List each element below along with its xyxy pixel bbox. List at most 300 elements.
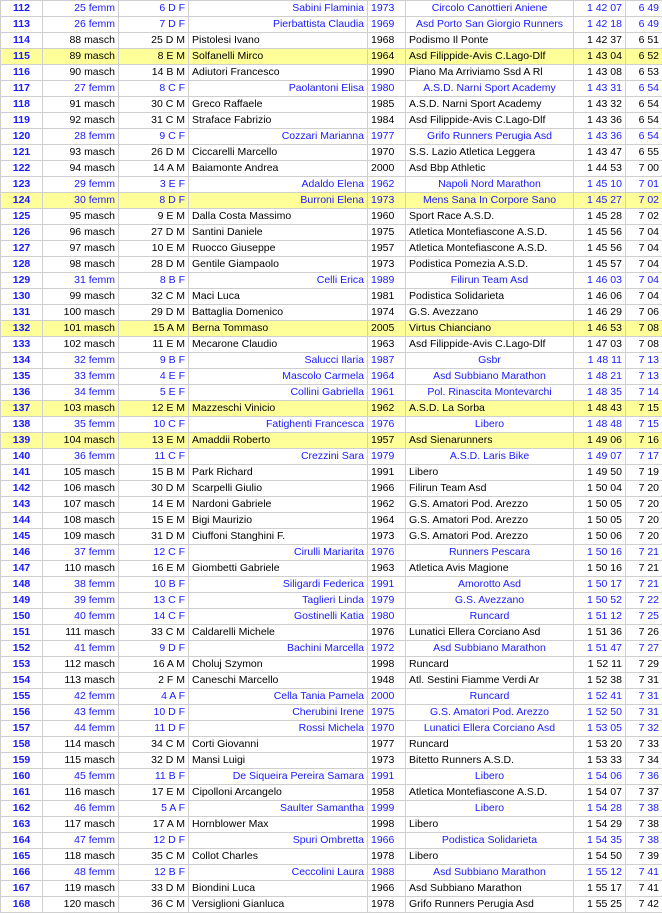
athlete-name-cell: Baiamonte Andrea xyxy=(189,161,368,177)
athlete-name-cell: Cella Tania Pamela xyxy=(189,689,368,705)
finish-time-cell: 1 51 12 xyxy=(574,609,626,625)
finish-time-cell: 1 43 36 xyxy=(574,113,626,129)
club-cell: A.S.D. La Sorba xyxy=(406,401,574,417)
finish-time-cell: 1 46 29 xyxy=(574,305,626,321)
table-row xyxy=(1,865,662,881)
birth-year-cell: 1964 xyxy=(368,513,406,529)
pace-cell: 7 22 xyxy=(626,593,662,609)
position-cell: 125 xyxy=(1,209,43,225)
table-row xyxy=(1,769,662,785)
athlete-name-cell: Bachini Marcella xyxy=(189,641,368,657)
gender-number-cell: 96 masch xyxy=(43,225,119,241)
club-cell: A.S.D. Narni Sport Academy xyxy=(406,97,574,113)
position-cell: 150 xyxy=(1,609,43,625)
category-cell: 8 D F xyxy=(119,193,189,209)
athlete-name-cell: Adiutori Francesco xyxy=(189,65,368,81)
birth-year-cell: 1981 xyxy=(368,289,406,305)
pace-cell: 7 38 xyxy=(626,817,662,833)
gender-number-cell: 88 masch xyxy=(43,33,119,49)
pace-cell: 7 08 xyxy=(626,337,662,353)
club-cell: G.S. Amatori Pod. Arezzo xyxy=(406,497,574,513)
athlete-name-cell: Battaglia Domenico xyxy=(189,305,368,321)
club-cell: Libero xyxy=(406,817,574,833)
category-cell: 8 C F xyxy=(119,81,189,97)
club-cell: Atletica Montefiascone A.S.D. xyxy=(406,785,574,801)
birth-year-cell: 1970 xyxy=(368,145,406,161)
club-cell: Amorotto Asd xyxy=(406,577,574,593)
position-cell: 167 xyxy=(1,881,43,897)
category-cell: 7 D F xyxy=(119,17,189,33)
pace-cell: 7 41 xyxy=(626,881,662,897)
birth-year-cell: 1966 xyxy=(368,481,406,497)
pace-cell: 7 25 xyxy=(626,609,662,625)
birth-year-cell: 1973 xyxy=(368,529,406,545)
finish-time-cell: 1 50 16 xyxy=(574,561,626,577)
athlete-name-cell: Burroni Elena xyxy=(189,193,368,209)
table-row xyxy=(1,801,662,817)
pace-cell: 7 29 xyxy=(626,657,662,673)
birth-year-cell: 2000 xyxy=(368,161,406,177)
club-cell: Runcard xyxy=(406,657,574,673)
finish-time-cell: 1 52 11 xyxy=(574,657,626,673)
finish-time-cell: 1 43 36 xyxy=(574,129,626,145)
birth-year-cell: 1990 xyxy=(368,65,406,81)
pace-cell: 7 02 xyxy=(626,193,662,209)
pace-cell: 7 21 xyxy=(626,545,662,561)
position-cell: 145 xyxy=(1,529,43,545)
position-cell: 143 xyxy=(1,497,43,513)
birth-year-cell: 1964 xyxy=(368,369,406,385)
club-cell: Atletica Montefiascone A.S.D. xyxy=(406,241,574,257)
birth-year-cell: 1962 xyxy=(368,497,406,513)
category-cell: 10 E M xyxy=(119,241,189,257)
club-cell: Asd Filippide-Avis C.Lago-Dlf xyxy=(406,49,574,65)
club-cell: Grifo Runners Perugia Asd xyxy=(406,129,574,145)
finish-time-cell: 1 50 05 xyxy=(574,497,626,513)
finish-time-cell: 1 54 35 xyxy=(574,833,626,849)
club-cell: Grifo Runners Perugia Asd xyxy=(406,897,574,913)
category-cell: 16 E M xyxy=(119,561,189,577)
athlete-name-cell: Rossi Michela xyxy=(189,721,368,737)
finish-time-cell: 1 47 03 xyxy=(574,337,626,353)
gender-number-cell: 43 femm xyxy=(43,705,119,721)
birth-year-cell: 1980 xyxy=(368,81,406,97)
gender-number-cell: 118 masch xyxy=(43,849,119,865)
birth-year-cell: 1973 xyxy=(368,753,406,769)
position-cell: 160 xyxy=(1,769,43,785)
gender-number-cell: 37 femm xyxy=(43,545,119,561)
athlete-name-cell: Paolantoni Elisa xyxy=(189,81,368,97)
pace-cell: 7 38 xyxy=(626,833,662,849)
athlete-name-cell: De Siqueira Pereira Samara xyxy=(189,769,368,785)
birth-year-cell: 1975 xyxy=(368,705,406,721)
pace-cell: 7 01 xyxy=(626,177,662,193)
finish-time-cell: 1 43 31 xyxy=(574,81,626,97)
position-cell: 118 xyxy=(1,97,43,113)
gender-number-cell: 110 masch xyxy=(43,561,119,577)
category-cell: 17 E M xyxy=(119,785,189,801)
position-cell: 130 xyxy=(1,289,43,305)
club-cell: Runcard xyxy=(406,737,574,753)
category-cell: 31 D M xyxy=(119,529,189,545)
gender-number-cell: 90 masch xyxy=(43,65,119,81)
club-cell: Asd Filippide-Avis C.Lago-Dlf xyxy=(406,113,574,129)
category-cell: 16 A M xyxy=(119,657,189,673)
birth-year-cell: 1988 xyxy=(368,865,406,881)
gender-number-cell: 28 femm xyxy=(43,129,119,145)
birth-year-cell: 1973 xyxy=(368,1,406,17)
position-cell: 124 xyxy=(1,193,43,209)
club-cell: G.S. Amatori Pod. Arezzo xyxy=(406,705,574,721)
athlete-name-cell: Hornblower Max xyxy=(189,817,368,833)
table-row xyxy=(1,241,662,257)
birth-year-cell: 1963 xyxy=(368,561,406,577)
athlete-name-cell: Giombetti Gabriele xyxy=(189,561,368,577)
club-cell: Asd Subbiano Marathon xyxy=(406,641,574,657)
category-cell: 10 C F xyxy=(119,417,189,433)
category-cell: 11 C F xyxy=(119,449,189,465)
category-cell: 2 F M xyxy=(119,673,189,689)
birth-year-cell: 1960 xyxy=(368,209,406,225)
position-cell: 138 xyxy=(1,417,43,433)
finish-time-cell: 1 50 05 xyxy=(574,513,626,529)
club-cell: G.S. Avezzano xyxy=(406,593,574,609)
athlete-name-cell: Taglieri Linda xyxy=(189,593,368,609)
birth-year-cell: 1999 xyxy=(368,801,406,817)
birth-year-cell: 1973 xyxy=(368,193,406,209)
category-cell: 13 C F xyxy=(119,593,189,609)
pace-cell: 7 13 xyxy=(626,369,662,385)
table-row xyxy=(1,321,662,337)
pace-cell: 7 06 xyxy=(626,305,662,321)
birth-year-cell: 2000 xyxy=(368,689,406,705)
position-cell: 139 xyxy=(1,433,43,449)
table-row xyxy=(1,497,662,513)
category-cell: 12 D F xyxy=(119,833,189,849)
birth-year-cell: 1979 xyxy=(368,593,406,609)
gender-number-cell: 39 femm xyxy=(43,593,119,609)
category-cell: 26 D M xyxy=(119,145,189,161)
club-cell: Podistica Solidarieta xyxy=(406,289,574,305)
birth-year-cell: 1978 xyxy=(368,849,406,865)
position-cell: 153 xyxy=(1,657,43,673)
finish-time-cell: 1 43 47 xyxy=(574,145,626,161)
finish-time-cell: 1 55 17 xyxy=(574,881,626,897)
birth-year-cell: 1998 xyxy=(368,817,406,833)
finish-time-cell: 1 45 10 xyxy=(574,177,626,193)
table-row xyxy=(1,177,662,193)
table-row xyxy=(1,609,662,625)
table-row xyxy=(1,417,662,433)
gender-number-cell: 33 femm xyxy=(43,369,119,385)
club-cell: Gsbr xyxy=(406,353,574,369)
gender-number-cell: 40 femm xyxy=(43,609,119,625)
category-cell: 14 E M xyxy=(119,497,189,513)
athlete-name-cell: Ciuffoni Stanghini F. xyxy=(189,529,368,545)
club-cell: Asd Porto San Giorgio Runners xyxy=(406,17,574,33)
athlete-name-cell: Caldarelli Michele xyxy=(189,625,368,641)
pace-cell: 6 54 xyxy=(626,97,662,113)
club-cell: Podismo Il Ponte xyxy=(406,33,574,49)
athlete-name-cell: Maci Luca xyxy=(189,289,368,305)
pace-cell: 7 15 xyxy=(626,417,662,433)
table-row xyxy=(1,753,662,769)
gender-number-cell: 109 masch xyxy=(43,529,119,545)
pace-cell: 7 04 xyxy=(626,241,662,257)
birth-year-cell: 1961 xyxy=(368,385,406,401)
gender-number-cell: 100 masch xyxy=(43,305,119,321)
club-cell: Asd Sienarunners xyxy=(406,433,574,449)
gender-number-cell: 116 masch xyxy=(43,785,119,801)
table-row xyxy=(1,97,662,113)
finish-time-cell: 1 55 12 xyxy=(574,865,626,881)
category-cell: 12 C F xyxy=(119,545,189,561)
gender-number-cell: 44 femm xyxy=(43,721,119,737)
position-cell: 141 xyxy=(1,465,43,481)
table-row xyxy=(1,465,662,481)
birth-year-cell: 1957 xyxy=(368,433,406,449)
finish-time-cell: 1 45 56 xyxy=(574,225,626,241)
category-cell: 25 D M xyxy=(119,33,189,49)
table-row xyxy=(1,401,662,417)
pace-cell: 7 26 xyxy=(626,625,662,641)
position-cell: 158 xyxy=(1,737,43,753)
club-cell: Circolo Canottieri Aniene xyxy=(406,1,574,17)
club-cell: Atl. Sestini Fiamme Verdi Ar xyxy=(406,673,574,689)
athlete-name-cell: Spuri Ombretta xyxy=(189,833,368,849)
finish-time-cell: 1 53 33 xyxy=(574,753,626,769)
position-cell: 166 xyxy=(1,865,43,881)
gender-number-cell: 25 femm xyxy=(43,1,119,17)
gender-number-cell: 120 masch xyxy=(43,897,119,913)
pace-cell: 7 34 xyxy=(626,753,662,769)
category-cell: 6 D F xyxy=(119,1,189,17)
pace-cell: 7 31 xyxy=(626,689,662,705)
gender-number-cell: 117 masch xyxy=(43,817,119,833)
athlete-name-cell: Cherubini Irene xyxy=(189,705,368,721)
birth-year-cell: 1966 xyxy=(368,833,406,849)
club-cell: Bitetto Runners A.S.D. xyxy=(406,753,574,769)
pace-cell: 7 20 xyxy=(626,497,662,513)
pace-cell: 7 02 xyxy=(626,209,662,225)
table-row xyxy=(1,785,662,801)
category-cell: 8 B F xyxy=(119,273,189,289)
pace-cell: 7 04 xyxy=(626,273,662,289)
finish-time-cell: 1 48 43 xyxy=(574,401,626,417)
gender-number-cell: 32 femm xyxy=(43,353,119,369)
position-cell: 133 xyxy=(1,337,43,353)
table-row xyxy=(1,33,662,49)
pace-cell: 7 20 xyxy=(626,513,662,529)
birth-year-cell: 1964 xyxy=(368,49,406,65)
finish-time-cell: 1 48 48 xyxy=(574,417,626,433)
category-cell: 13 E M xyxy=(119,433,189,449)
birth-year-cell: 1978 xyxy=(368,897,406,913)
table-row xyxy=(1,209,662,225)
position-cell: 122 xyxy=(1,161,43,177)
pace-cell: 7 04 xyxy=(626,257,662,273)
table-row xyxy=(1,81,662,97)
gender-number-cell: 108 masch xyxy=(43,513,119,529)
birth-year-cell: 1976 xyxy=(368,625,406,641)
club-cell: Libero xyxy=(406,465,574,481)
category-cell: 14 C F xyxy=(119,609,189,625)
birth-year-cell: 1998 xyxy=(368,657,406,673)
athlete-name-cell: Mecarone Claudio xyxy=(189,337,368,353)
pace-cell: 6 53 xyxy=(626,65,662,81)
finish-time-cell: 1 54 28 xyxy=(574,801,626,817)
pace-cell: 7 36 xyxy=(626,769,662,785)
category-cell: 5 E F xyxy=(119,385,189,401)
gender-number-cell: 29 femm xyxy=(43,177,119,193)
finish-time-cell: 1 48 21 xyxy=(574,369,626,385)
position-cell: 142 xyxy=(1,481,43,497)
club-cell: Lunatici Ellera Corciano Asd xyxy=(406,625,574,641)
birth-year-cell: 1963 xyxy=(368,337,406,353)
athlete-name-cell: Cozzari Marianna xyxy=(189,129,368,145)
finish-time-cell: 1 51 36 xyxy=(574,625,626,641)
pace-cell: 6 54 xyxy=(626,129,662,145)
table-row xyxy=(1,529,662,545)
gender-number-cell: 41 femm xyxy=(43,641,119,657)
table-row xyxy=(1,289,662,305)
athlete-name-cell: Santini Daniele xyxy=(189,225,368,241)
finish-time-cell: 1 50 04 xyxy=(574,481,626,497)
position-cell: 136 xyxy=(1,385,43,401)
position-cell: 132 xyxy=(1,321,43,337)
finish-time-cell: 1 53 05 xyxy=(574,721,626,737)
athlete-name-cell: Adaldo Elena xyxy=(189,177,368,193)
table-row xyxy=(1,737,662,753)
gender-number-cell: 106 masch xyxy=(43,481,119,497)
gender-number-cell: 91 masch xyxy=(43,97,119,113)
category-cell: 34 C M xyxy=(119,737,189,753)
category-cell: 12 E M xyxy=(119,401,189,417)
position-cell: 163 xyxy=(1,817,43,833)
gender-number-cell: 89 masch xyxy=(43,49,119,65)
table-row xyxy=(1,353,662,369)
gender-number-cell: 93 masch xyxy=(43,145,119,161)
position-cell: 146 xyxy=(1,545,43,561)
position-cell: 120 xyxy=(1,129,43,145)
finish-time-cell: 1 55 25 xyxy=(574,897,626,913)
table-row xyxy=(1,273,662,289)
gender-number-cell: 97 masch xyxy=(43,241,119,257)
position-cell: 123 xyxy=(1,177,43,193)
table-row xyxy=(1,433,662,449)
category-cell: 14 A M xyxy=(119,161,189,177)
finish-time-cell: 1 46 53 xyxy=(574,321,626,337)
birth-year-cell: 1968 xyxy=(368,33,406,49)
finish-time-cell: 1 49 07 xyxy=(574,449,626,465)
club-cell: Libero xyxy=(406,417,574,433)
birth-year-cell: 1977 xyxy=(368,129,406,145)
table-row xyxy=(1,593,662,609)
finish-time-cell: 1 43 08 xyxy=(574,65,626,81)
birth-year-cell: 1984 xyxy=(368,113,406,129)
category-cell: 11 B F xyxy=(119,769,189,785)
table-row xyxy=(1,49,662,65)
position-cell: 157 xyxy=(1,721,43,737)
table-row xyxy=(1,817,662,833)
club-cell: S.S. Lazio Atletica Leggera xyxy=(406,145,574,161)
club-cell: Asd Subbiano Marathon xyxy=(406,369,574,385)
club-cell: Libero xyxy=(406,801,574,817)
finish-time-cell: 1 54 50 xyxy=(574,849,626,865)
club-cell: A.S.D. Laris Bike xyxy=(406,449,574,465)
athlete-name-cell: Pierbattista Claudia xyxy=(189,17,368,33)
finish-time-cell: 1 42 07 xyxy=(574,1,626,17)
pace-cell: 7 42 xyxy=(626,897,662,913)
position-cell: 149 xyxy=(1,593,43,609)
club-cell: Asd Bbp Athletic xyxy=(406,161,574,177)
table-row xyxy=(1,257,662,273)
club-cell: Piano Ma Arriviamo Ssd A Rl xyxy=(406,65,574,81)
table-row xyxy=(1,129,662,145)
club-cell: Lunatici Ellera Corciano Asd xyxy=(406,721,574,737)
birth-year-cell: 1987 xyxy=(368,353,406,369)
club-cell: Libero xyxy=(406,769,574,785)
club-cell: Asd Filippide-Avis C.Lago-Dlf xyxy=(406,337,574,353)
athlete-name-cell: Ceccolini Laura xyxy=(189,865,368,881)
finish-time-cell: 1 49 06 xyxy=(574,433,626,449)
athlete-name-cell: Siligardi Federica xyxy=(189,577,368,593)
birth-year-cell: 1989 xyxy=(368,273,406,289)
gender-number-cell: 105 masch xyxy=(43,465,119,481)
pace-cell: 6 49 xyxy=(626,1,662,17)
pace-cell: 7 39 xyxy=(626,849,662,865)
pace-cell: 7 20 xyxy=(626,481,662,497)
pace-cell: 7 04 xyxy=(626,289,662,305)
club-cell: Filirun Team Asd xyxy=(406,481,574,497)
athlete-name-cell: Straface Fabrizio xyxy=(189,113,368,129)
gender-number-cell: 34 femm xyxy=(43,385,119,401)
gender-number-cell: 102 masch xyxy=(43,337,119,353)
category-cell: 14 B M xyxy=(119,65,189,81)
table-row xyxy=(1,369,662,385)
athlete-name-cell: Mascolo Carmela xyxy=(189,369,368,385)
birth-year-cell: 1974 xyxy=(368,305,406,321)
finish-time-cell: 1 52 50 xyxy=(574,705,626,721)
athlete-name-cell: Cirulli Mariarita xyxy=(189,545,368,561)
position-cell: 129 xyxy=(1,273,43,289)
club-cell: Mens Sana In Corpore Sano xyxy=(406,193,574,209)
finish-time-cell: 1 48 35 xyxy=(574,385,626,401)
pace-cell: 7 00 xyxy=(626,161,662,177)
birth-year-cell: 1970 xyxy=(368,721,406,737)
category-cell: 35 C M xyxy=(119,849,189,865)
category-cell: 36 C M xyxy=(119,897,189,913)
club-cell: A.S.D. Narni Sport Academy xyxy=(406,81,574,97)
birth-year-cell: 1975 xyxy=(368,225,406,241)
athlete-name-cell: Ruocco Giuseppe xyxy=(189,241,368,257)
finish-time-cell: 1 42 37 xyxy=(574,33,626,49)
club-cell: Libero xyxy=(406,849,574,865)
athlete-name-cell: Mazzeschi Vinicio xyxy=(189,401,368,417)
athlete-name-cell: Crezzini Sara xyxy=(189,449,368,465)
athlete-name-cell: Collot Charles xyxy=(189,849,368,865)
club-cell: G.S. Amatori Pod. Arezzo xyxy=(406,529,574,545)
position-cell: 113 xyxy=(1,17,43,33)
pace-cell: 7 41 xyxy=(626,865,662,881)
pace-cell: 6 54 xyxy=(626,81,662,97)
position-cell: 162 xyxy=(1,801,43,817)
category-cell: 15 A M xyxy=(119,321,189,337)
table-row xyxy=(1,513,662,529)
category-cell: 15 E M xyxy=(119,513,189,529)
club-cell: Sport Race A.S.D. xyxy=(406,209,574,225)
birth-year-cell: 1972 xyxy=(368,641,406,657)
